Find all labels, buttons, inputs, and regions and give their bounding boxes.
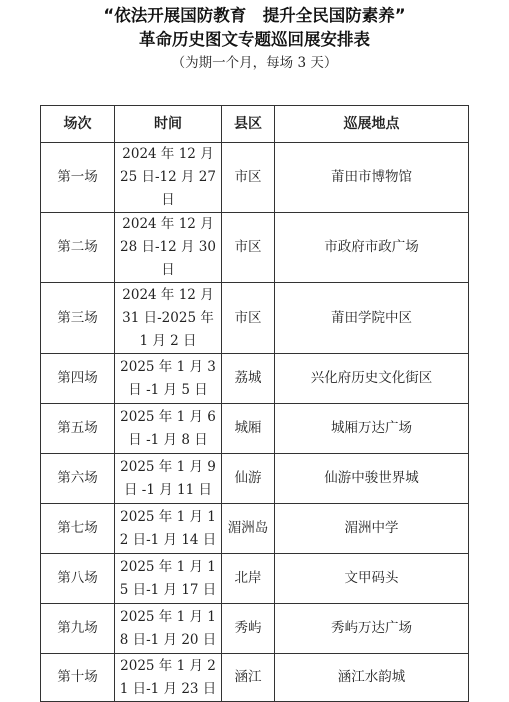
document-title-line-1: “依法开展国防教育 提升全民国防素养” [103,6,406,25]
document-header [0,4,509,74]
cell-time: 2025 年 1 月 9 日 -1 月 11 日 [115,454,222,504]
table-row [41,354,469,404]
cell-venue: 秀屿万达广场 [275,604,469,654]
header-county: 县区 [222,106,275,143]
header-time: 时间 [115,106,222,143]
cell-round: 第三场 [41,283,115,354]
cell-round: 第四场 [41,354,115,404]
cell-county: 北岸 [222,554,275,604]
cell-venue: 湄洲中学 [275,504,469,554]
cell-time: 2025 年 1 月 18 日-1 月 20 日 [115,604,222,654]
cell-round: 第五场 [41,404,115,454]
cell-venue: 涵江水韵城 [275,654,469,702]
table-row [41,454,469,504]
cell-county: 秀屿 [222,604,275,654]
header-venue: 巡展地点 [275,106,469,143]
cell-round: 第六场 [41,454,115,504]
cell-time: 2025 年 1 月 3 日 -1 月 5 日 [115,354,222,404]
cell-county: 湄洲岛 [222,504,275,554]
cell-round: 第九场 [41,604,115,654]
cell-venue: 文甲码头 [275,554,469,604]
cell-county: 市区 [222,213,275,283]
header-round: 场次 [41,106,115,143]
cell-round: 第一场 [41,143,115,213]
table-row [41,654,469,702]
table-header-row [41,106,469,143]
cell-time: 2024 年 12 月 28 日-12 月 30 日 [115,213,222,283]
cell-time: 2024 年 12 月 25 日-12 月 27 日 [115,143,222,213]
cell-county: 市区 [222,283,275,354]
cell-time: 2025 年 1 月 21 日-1 月 23 日 [115,654,222,702]
cell-time: 2025 年 1 月 15 日-1 月 17 日 [115,554,222,604]
cell-round: 第八场 [41,554,115,604]
table-row [41,504,469,554]
cell-venue: 莆田市博物馆 [275,143,469,213]
cell-time: 2024 年 12 月 31 日-2025 年 1 月 2 日 [115,283,222,354]
table-row [41,604,469,654]
table-row [41,404,469,454]
table-row [41,283,469,354]
cell-round: 第十场 [41,654,115,702]
cell-county: 城厢 [222,404,275,454]
document-title-line-2: 革命历史图文专题巡回展安排表 [139,30,370,49]
cell-county: 仙游 [222,454,275,504]
exhibition-schedule-table [40,105,469,702]
cell-county: 荔城 [222,354,275,404]
cell-venue: 兴化府历史文化街区 [275,354,469,404]
table-row [41,554,469,604]
document-subtitle: （为期一个月，每场 3 天） [171,55,338,71]
cell-county: 市区 [222,143,275,213]
cell-time: 2025 年 1 月 12 日-1 月 14 日 [115,504,222,554]
cell-venue: 市政府市政广场 [275,213,469,283]
table-row [41,213,469,283]
cell-round: 第七场 [41,504,115,554]
cell-round: 第二场 [41,213,115,283]
table-row [41,143,469,213]
cell-venue: 仙游中骏世界城 [275,454,469,504]
cell-venue: 莆田学院中区 [275,283,469,354]
cell-venue: 城厢万达广场 [275,404,469,454]
cell-time: 2025 年 1 月 6 日 -1 月 8 日 [115,404,222,454]
cell-county: 涵江 [222,654,275,702]
